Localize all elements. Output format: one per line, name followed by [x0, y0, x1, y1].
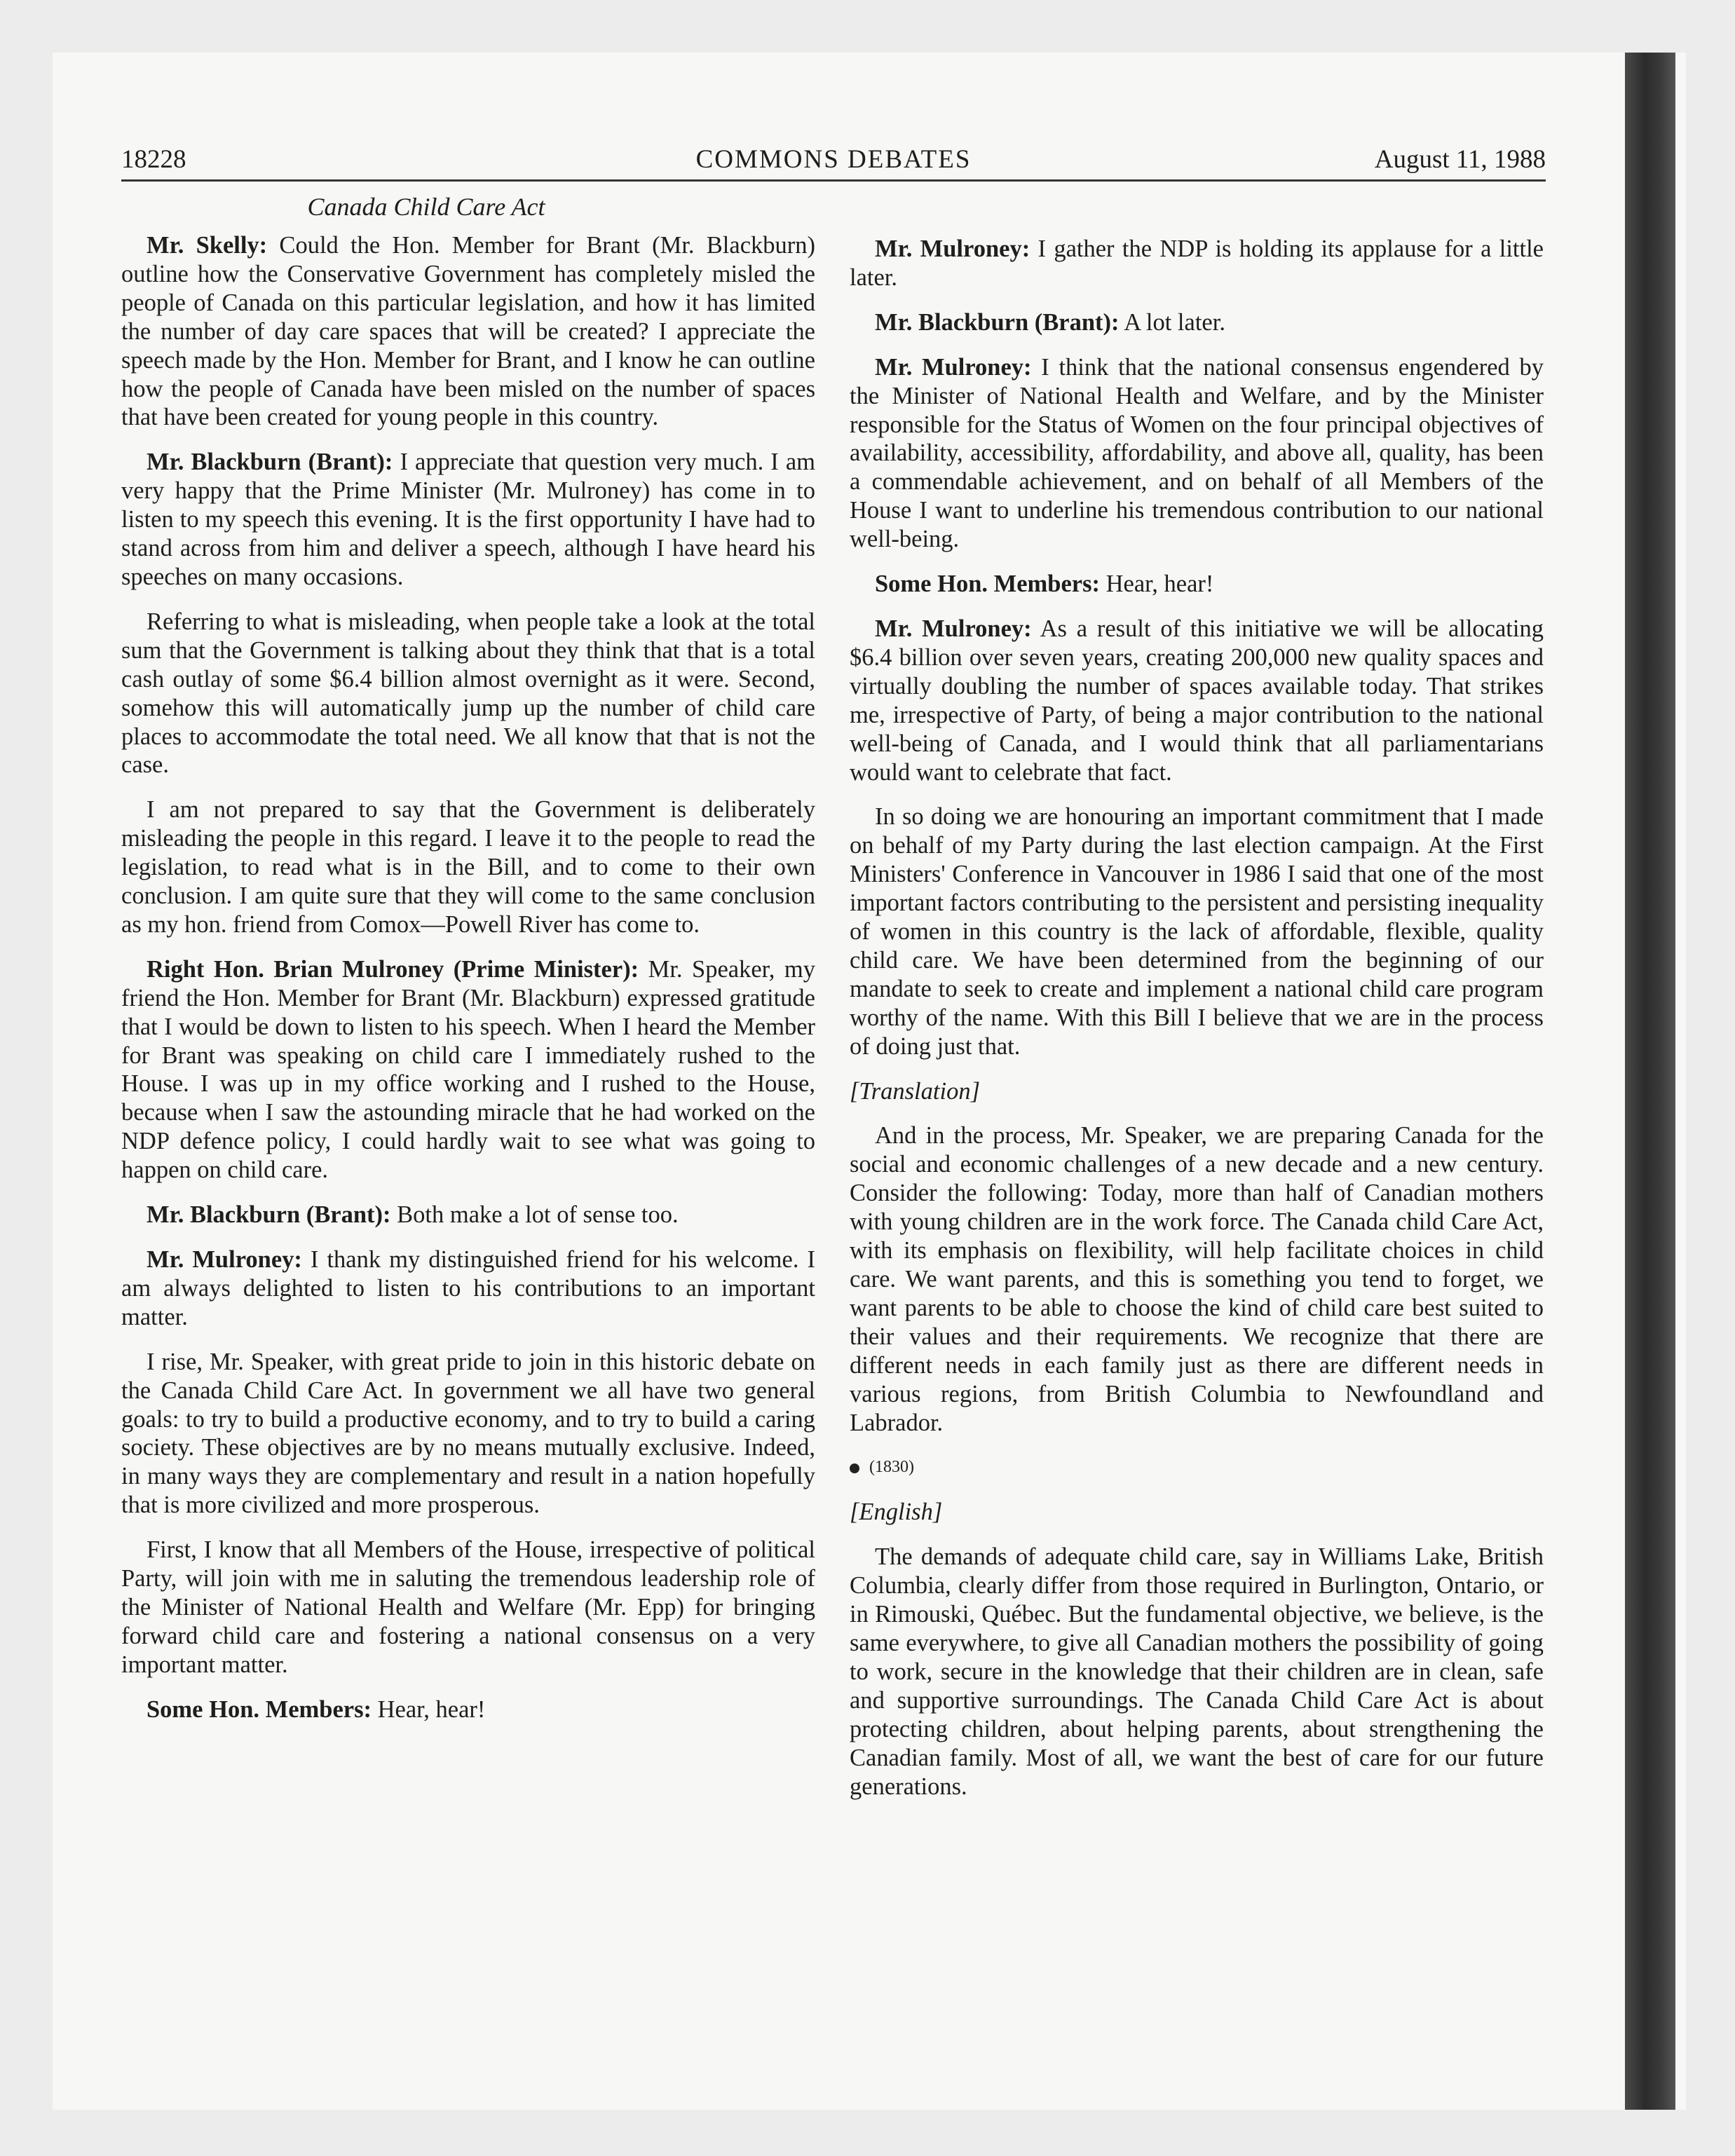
paragraph [850, 235, 1544, 292]
paragraph-text: I am not prepared to say that the Government is deliberately misleading the people in this regard. I leave it to the people to read the legislation, to read what is in the Bill, and to come to their own conclusion. I am quite sure that they will come to the same conclusion as my hon. friend from Comox—Powell River has come to. [121, 796, 815, 938]
paragraph-text: First, I know that all Members of the House, irrespective of political Party, will join with me in saluting the tremendous leadership role of the Minister of National Health and Welfare (Mr. Epp) for bringing forward child care and fostering a national consensus on a very important matter. [121, 1536, 815, 1678]
paragraph-text: Hear, hear! [1099, 571, 1214, 598]
speaker-name: Mr. Blackburn (Brant): [147, 1201, 391, 1229]
speaker-name: Right Hon. Brian Mulroney (Prime Minister): [147, 955, 639, 983]
paragraph [850, 570, 1544, 599]
paragraph-text: I rise, Mr. Speaker, with great pride to join in this historic debate on the Canada Child Care Act. In government we all have two general goals: to try to build a productive economy, and to try to build a caring society. These objectives are by no means mutually exclusive. Indeed, in many ways they are complementary and result in a nation hopefully that is more civilized and more prosperous. [121, 1348, 815, 1519]
right-paragraphs-b [850, 1121, 1544, 1437]
page-date: August 11, 1988 [1374, 145, 1546, 174]
paragraph [121, 448, 815, 592]
paragraph-text: Could the Hon. Member for Brant (Mr. Blackburn) outline how the Conservative Government has completely misled the people of Canada on this particular legislation, and how it has limited the number of day care spaces that will be created? I appreciate the speech made by the Hon. Member for Brant, and I know he can outline how the people of Canada have been misled on the number of spaces that have been created for young people in this country. [121, 232, 815, 431]
paragraph [850, 1121, 1544, 1437]
paragraph-text: As a result of this initiative we will be allocating $6.4 billion over seven years, creating 200,000 new quality spaces and virtually doubling the number of spaces available today. That strikes me, irrespective of Party, of being a major contribution to the national well-being of Canada, and I would think that all parliamentarians would want to celebrate that fact. [850, 615, 1544, 786]
translation-label: [Translation] [850, 1077, 980, 1105]
paragraph [850, 1543, 1544, 1801]
speaker-name: Mr. Blackburn (Brant): [147, 449, 393, 476]
paragraph [121, 231, 815, 432]
time-mark-text: (1830) [869, 1458, 914, 1477]
paragraph [121, 1696, 815, 1724]
right-paragraphs-a [850, 235, 1544, 1061]
paragraph-text: I gather the NDP is holding its applause for a little later. [850, 236, 1544, 291]
right-paragraphs-c [850, 1543, 1544, 1801]
speaker-name: Mr. Mulroney: [147, 1246, 302, 1273]
bullet-icon [850, 1464, 859, 1473]
paragraph [121, 1536, 815, 1679]
paragraph-text: Mr. Speaker, my friend the Hon. Member for Brant (Mr. Blackburn) expressed gratitude that I would be down to listen to his speech. When I heard the Member for Brant was speaking on child care I immediately rushed to the House. I was up in my office working and I rushed to the House, because when I saw the astounding miracle that he had worked on the NDP defence policy, I could hardly wait to see what was going to happen on child care. [121, 955, 815, 1184]
paragraph-text: And in the process, Mr. Speaker, we are preparing Canada for the social and economic challenges of a new decade and a new century. Consider the following: Today, more than half of Canadian mothers with young children are in the work force. The Canada child Care Act, with its emphasis on flexibility, will help facilitate choices in child care. We want parents, and this is something you tend to forget, we want parents to be able to choose the kind of child care best suited to their values and their requirements. We recognize that there are different needs in each family just as there are different needs in various regions, from British Columbia to Newfoundland and Labrador. [850, 1122, 1544, 1436]
paragraph-text: The demands of adequate child care, say in Williams Lake, British Columbia, clearly differ from those required in Burlington, Ontario, or in Rimouski, Québec. But the fundamental objective, we believe, is the same everywhere, to give all Canadian mothers the possibility of going to work, secure in the knowledge that their children are in clean, safe and supportive surroundings. The Canada Child Care Act is about protecting children, about helping parents, about strengthening the Canadian family. Most of all, we want the best of care for our future generations. [850, 1543, 1544, 1800]
speaker-name: Some Hon. Members: [875, 571, 1100, 598]
paragraph [121, 608, 815, 779]
publication-title: COMMONS DEBATES [695, 145, 972, 174]
paragraph [850, 353, 1544, 554]
paragraph-text: Both make a lot of sense too. [390, 1201, 679, 1229]
paragraph-text: I think that the national consensus engendered by the Minister of National Health and Welfare, and by the Minister responsible for the Status of Women on the four principal objectives of availability, accessibility, affordability, and above all, quality, has been a commendable achievement, and on behalf of all Members of the House I want to underline his tremendous contribution to our national well-being. [850, 353, 1544, 553]
paragraph-text: Referring to what is misleading, when people take a look at the total sum that the Government is talking about they think that that is a total cash outlay of some $6.4 billion almost overnight as it were. Second, somehow this will automatically jump up the number of child care places to accommodate the total need. We all know that that is not the case. [121, 608, 815, 779]
paragraph [850, 615, 1544, 786]
speaker-name: Mr. Mulroney: [875, 353, 1032, 381]
paragraph-text: Hear, hear! [371, 1696, 486, 1723]
paragraph [121, 1348, 815, 1520]
paragraph-text: I appreciate that question very much. I am very happy that the Prime Minister (Mr. Mulroney) has come in to listen to my speech this evening. It is the first opportunity I have had to stand across from him and deliver a speech, although I have heard his speeches on many occasions. [121, 449, 815, 590]
paragraph [850, 308, 1544, 337]
paragraph [850, 803, 1544, 1060]
page-number: 18228 [121, 145, 186, 174]
paragraph [121, 1201, 815, 1229]
scan-edge [1625, 53, 1675, 2110]
speaker-name: Some Hon. Members: [147, 1696, 372, 1723]
speaker-name: Mr. Skelly: [147, 232, 268, 259]
paragraph-text: A lot later. [1119, 308, 1225, 336]
left-paragraphs [121, 231, 815, 1724]
english-label: [English] [850, 1499, 943, 1526]
speaker-name: Mr. Mulroney: [875, 615, 1032, 642]
paragraph [121, 1246, 815, 1332]
time-marker [850, 1453, 1544, 1482]
paragraph [121, 796, 815, 939]
speaker-name: Mr. Blackburn (Brant): [875, 308, 1120, 336]
section-title: Canada Child Care Act [307, 193, 545, 221]
left-column [121, 189, 815, 1740]
right-column [850, 235, 1544, 1817]
speaker-name: Mr. Mulroney: [875, 236, 1030, 262]
paragraph-text: I thank my distinguished friend for his welcome. I am always delighted to listen to his contributions to an important matter. [121, 1246, 815, 1330]
paragraph-text: In so doing we are honouring an important commitment that I made on behalf of my Party during the last election campaign. At the First Ministers' Conference in Vancouver in 1986 I said that one of the most important factors contributing to the persistent and persisting inequality of women in this country is the lack of affordable, flexible, quality child care. We have been determined from the beginning of our mandate to seek to create and implement a national child care program worthy of the name. With this Bill I believe that we are in the process of doing just that. [850, 803, 1544, 1060]
paragraph [121, 955, 815, 1185]
running-head [121, 140, 1546, 182]
